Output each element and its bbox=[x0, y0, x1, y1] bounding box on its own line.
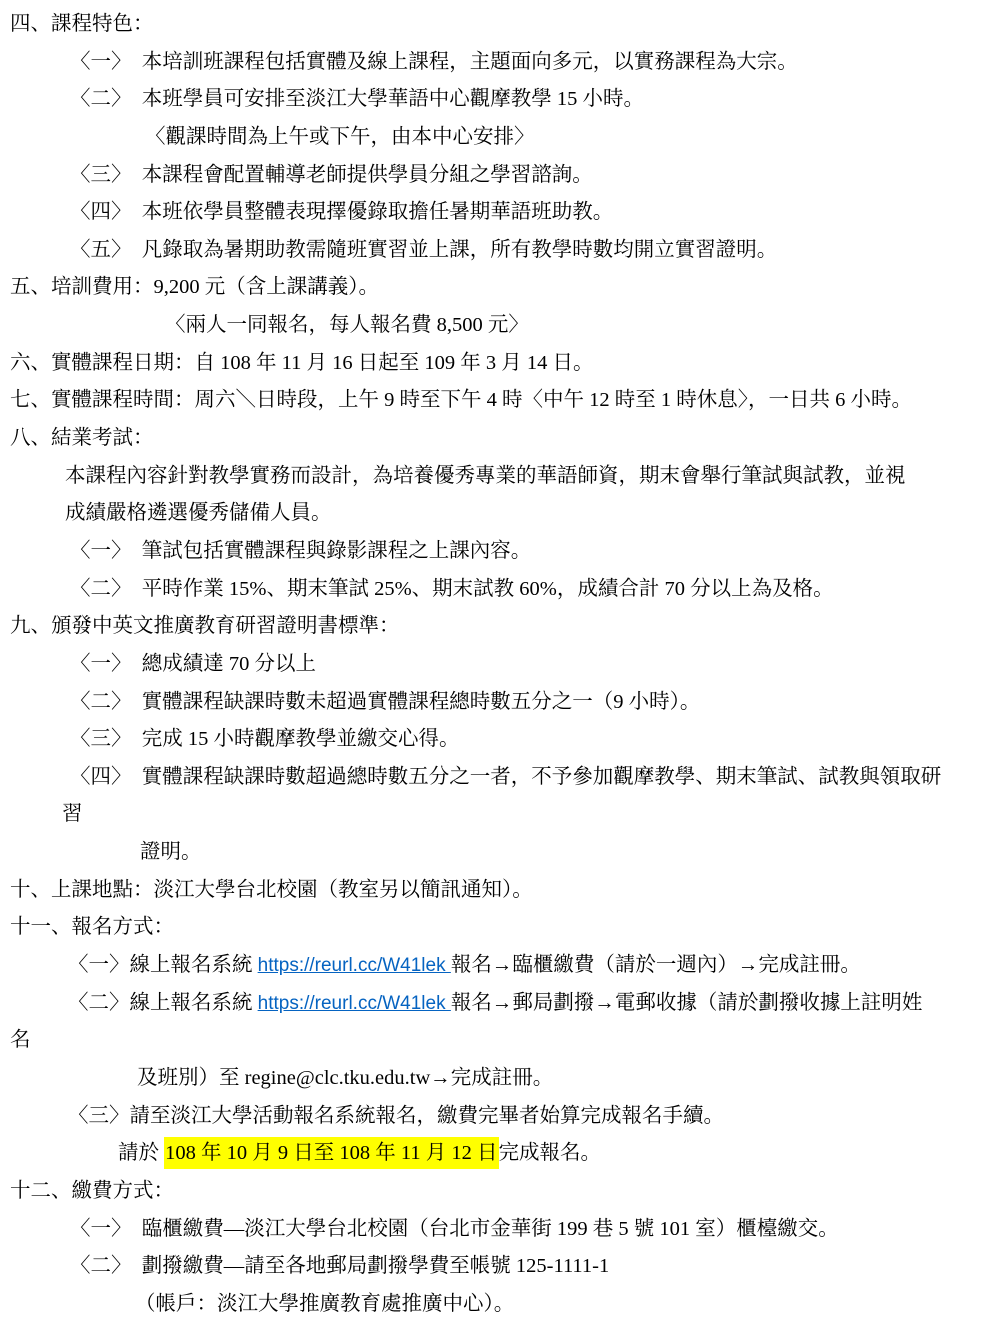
text-segment: 〈一〉 筆試包括實體課程與錄影課程之上課內容。 bbox=[70, 539, 532, 562]
text-segment: （帳戶：淡江大學推廣教育處推廣中心）。 bbox=[135, 1292, 515, 1315]
text-segment: 十一、報名方式： bbox=[10, 916, 174, 939]
text-segment: 〈五〉 凡錄取為暑期助教需隨班實習並上課，所有教學時數均開立實習證明。 bbox=[70, 238, 778, 261]
text-segment: 〈二〉 劃撥繳費—請至各地郵局劃撥學費至帳號 125-1111-1 bbox=[70, 1255, 610, 1278]
list-item bbox=[0, 44, 997, 82]
list-item bbox=[0, 985, 997, 1023]
text-segment: 六、實體課程日期：自 108 年 11 月 16 日起至 109 年 3 月 14 日。 bbox=[10, 351, 594, 374]
section-heading-6 bbox=[0, 345, 997, 383]
text-segment: 〈一〉 總成績達 70 分以上 bbox=[70, 652, 316, 675]
list-item bbox=[0, 684, 997, 722]
text-segment: 〈三〉 完成 15 小時觀摩教學並繳交心得。 bbox=[70, 728, 460, 751]
text-segment: 證明。 bbox=[140, 841, 202, 864]
list-item bbox=[0, 646, 997, 684]
text-segment: 習 bbox=[62, 803, 83, 826]
text-segment: 〈一〉 臨櫃繳費—淡江大學台北校園（台北市金華街 199 巷 5 號 101 室）櫃檯繳交。 bbox=[70, 1217, 839, 1240]
section-heading-10 bbox=[0, 872, 997, 910]
text-segment: 報名→郵局劃撥→電郵收據（請於劃撥收據上註明姓 bbox=[450, 991, 923, 1014]
text-segment: 〈一〉線上報名系統 bbox=[68, 954, 258, 977]
list-item bbox=[0, 1248, 997, 1286]
text-segment: 五、培訓費用：9,200 元（含上課講義）。 bbox=[10, 276, 379, 299]
text-segment: 〈三〉請至淡江大學活動報名系統報名，繳費完畢者始算完成報名手續。 bbox=[68, 1104, 724, 1127]
text-segment: 〈二〉 本班學員可安排至淡江大學華語中心觀摩教學 15 小時。 bbox=[70, 88, 644, 111]
text-segment: 〈二〉線上報名系統 bbox=[68, 991, 258, 1014]
list-item bbox=[0, 947, 997, 985]
text-segment: 報名→臨櫃繳費（請於一週內）→完成註冊。 bbox=[450, 954, 861, 977]
note-line bbox=[0, 119, 997, 157]
section-heading-8 bbox=[0, 420, 997, 458]
text-segment: 十二、繳費方式： bbox=[10, 1179, 174, 1202]
text-segment: 名 bbox=[10, 1029, 31, 1052]
registration-url-link[interactable]: https://reurl.cc/W41lek bbox=[257, 955, 451, 977]
registration-url-link[interactable]: https://reurl.cc/W41lek bbox=[257, 992, 451, 1014]
list-item bbox=[0, 194, 997, 232]
paragraph-line bbox=[0, 495, 997, 533]
text-segment: 四、課程特色： bbox=[10, 13, 154, 35]
wrap-line bbox=[0, 1022, 997, 1060]
section-heading-9 bbox=[0, 608, 997, 646]
text-segment: 完成報名。 bbox=[498, 1142, 601, 1165]
section-heading-12 bbox=[0, 1173, 997, 1211]
wrap-line bbox=[0, 834, 997, 872]
section-heading-4 bbox=[0, 6, 997, 44]
wrap-line bbox=[0, 796, 997, 834]
text-segment: 八、結業考試： bbox=[10, 427, 154, 450]
list-item bbox=[0, 571, 997, 609]
list-item bbox=[0, 232, 997, 270]
text-segment: 〈四〉 實體課程缺課時數超過總時數五分之一者，不予參加觀摩教學、期末筆試、試教與領取研 bbox=[70, 765, 942, 788]
list-item bbox=[0, 1098, 997, 1136]
list-item bbox=[0, 533, 997, 571]
list-item bbox=[0, 157, 997, 195]
wrap-line bbox=[0, 1060, 997, 1098]
list-item bbox=[0, 1211, 997, 1249]
text-segment: 〈兩人一同報名，每人報名費 8,500 元〉 bbox=[165, 314, 529, 337]
section-heading-7 bbox=[0, 382, 997, 420]
list-item bbox=[0, 759, 997, 797]
highlighted-deadline-text: 108 年 10 月 9 日至 108 年 11 月 12 日 bbox=[164, 1137, 498, 1169]
text-segment: 及班別）至 regine@clc.tku.edu.tw→完成註冊。 bbox=[137, 1066, 554, 1089]
section-heading-11 bbox=[0, 909, 997, 947]
list-item bbox=[0, 721, 997, 759]
text-segment: 〈二〉 平時作業 15%、期末筆試 25%、期末試教 60%，成績合計 70 分以上為及格。 bbox=[70, 577, 834, 600]
section-heading-5 bbox=[0, 269, 997, 307]
note-line bbox=[0, 307, 997, 345]
paragraph-line bbox=[0, 458, 997, 496]
text-segment: 〈二〉 實體課程缺課時數未超過實體課程總時數五分之一（9 小時）。 bbox=[70, 690, 701, 713]
text-segment: 〈三〉 本課程會配置輔導老師提供學員分組之學習諮詢。 bbox=[70, 163, 593, 186]
text-segment: 九、頒發中英文推廣教育研習證明書標準： bbox=[10, 615, 400, 638]
text-segment: 請於 bbox=[118, 1142, 165, 1165]
wrap-line bbox=[0, 1135, 997, 1173]
text-segment: 成績嚴格遴選優秀儲備人員。 bbox=[65, 502, 332, 525]
list-item bbox=[0, 81, 997, 119]
text-segment: 〈觀課時間為上午或下午，由本中心安排〉 bbox=[145, 125, 535, 148]
text-segment: 十、上課地點：淡江大學台北校園（教室另以簡訊通知）。 bbox=[10, 878, 533, 901]
text-segment: 七、實體課程時間：周六＼日時段，上午 9 時至下午 4 時〈中午 12 時至 1 時休息〉，一日共 6 小時。 bbox=[10, 389, 912, 412]
text-segment: 〈四〉 本班依學員整體表現擇優錄取擔任暑期華語班助教。 bbox=[70, 201, 614, 224]
wrap-line bbox=[0, 1286, 997, 1324]
text-segment: 本課程內容針對教學實務而設計，為培養優秀專業的華語師資，期末會舉行筆試與試教，並視 bbox=[65, 464, 906, 487]
text-segment: 〈一〉 本培訓班課程包括實體及線上課程，主題面向多元，以實務課程為大宗。 bbox=[70, 50, 798, 73]
